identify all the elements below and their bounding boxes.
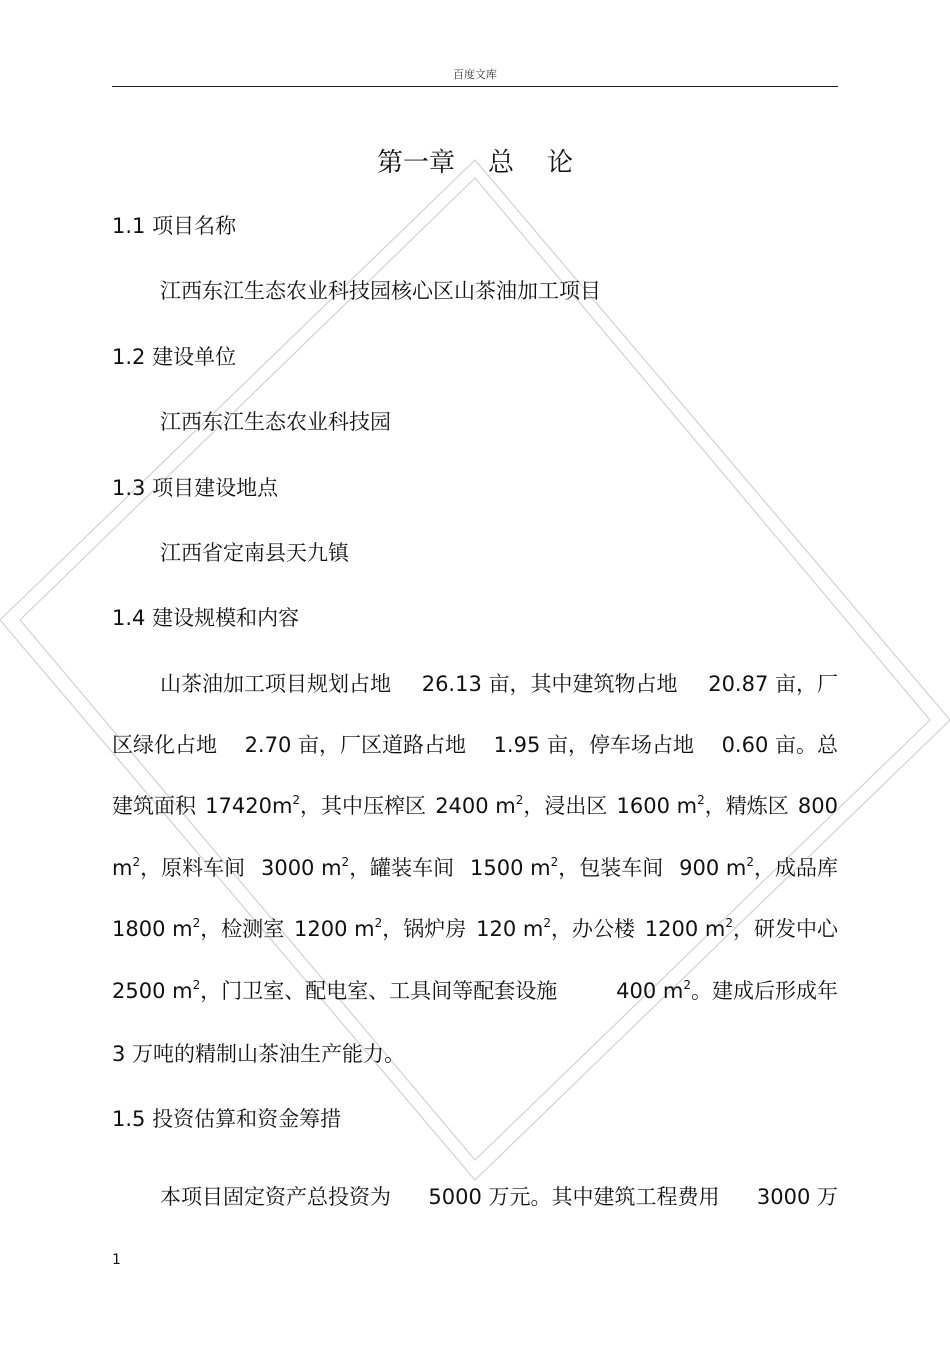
area-value: 120 $m^2$，办公楼 bbox=[476, 916, 635, 941]
superscript: 2 bbox=[341, 855, 350, 869]
superscript: 2 bbox=[550, 855, 559, 869]
text-run: 3 万吨的精制山茶油生产能力。 bbox=[112, 1042, 406, 1066]
chapter-title: 第一章 总 论 bbox=[376, 148, 574, 178]
header-divider bbox=[112, 86, 838, 87]
text-run: 3000 万 bbox=[756, 1185, 838, 1209]
area-value: 2500 $m^2$，门卫室、配电室、工具间等配套设施 bbox=[112, 978, 558, 1003]
section-body: 江西东江生态农业科技园 bbox=[160, 410, 391, 434]
paragraph-line bbox=[112, 852, 838, 882]
section-heading: 1.5 投资估算和资金筹措 bbox=[112, 1107, 342, 1131]
text-run: 0.60 亩。总 bbox=[721, 733, 838, 757]
area-value: 1200 $m^2$，研发中心 bbox=[644, 916, 838, 941]
section-body: 江西省定南县天九镇 bbox=[160, 541, 349, 565]
superscript: 2 bbox=[192, 978, 201, 992]
paragraph-line bbox=[112, 1038, 838, 1068]
section-heading: 1.4 建设规模和内容 bbox=[112, 606, 300, 630]
text-run: 2.70 亩，厂区道路占地 bbox=[244, 733, 466, 757]
section-heading: 1.1 项目名称 bbox=[112, 214, 237, 238]
area-value: 1800 $m^2$，检测室 bbox=[112, 916, 285, 941]
superscript: 2 bbox=[515, 793, 524, 807]
page-number: 1 bbox=[112, 1252, 121, 1268]
text-run: 26.13 亩，其中建筑物占地 bbox=[421, 672, 678, 696]
area-value: 3000 $m^2$，罐装车间 bbox=[260, 855, 455, 880]
text-run: 本项目固定资产总投资为 bbox=[160, 1185, 391, 1209]
section-body: 江西东江生态农业科技园核心区山茶油加工项目 bbox=[160, 279, 601, 303]
section-heading: 1.2 建设单位 bbox=[112, 345, 237, 369]
paragraph-line bbox=[160, 1181, 838, 1211]
superscript: 2 bbox=[683, 978, 691, 992]
page-header: 百度文库 bbox=[453, 68, 497, 81]
superscript: 2 bbox=[292, 793, 301, 807]
paragraph-line bbox=[112, 790, 838, 820]
paragraph-line bbox=[112, 729, 838, 759]
area-value: 1500 $m^2$，包装车间 bbox=[470, 855, 664, 880]
area-value: $17420m^2$，其中压榨区 bbox=[205, 793, 427, 818]
superscript: 2 bbox=[697, 793, 705, 807]
area-value: 400 $m^2$。建成后形成年 bbox=[616, 978, 838, 1003]
text-run: 区绿化占地 bbox=[112, 733, 217, 757]
text-run: 山茶油加工项目规划占地 bbox=[160, 672, 391, 696]
paragraph-line bbox=[112, 913, 838, 943]
text-run: 1.95 亩，停车场占地 bbox=[493, 733, 694, 757]
paragraph-line bbox=[112, 975, 838, 1005]
area-value: 1600 $m^2$，精炼区 bbox=[616, 793, 789, 818]
superscript: 2 bbox=[543, 916, 551, 930]
superscript: 2 bbox=[374, 916, 383, 930]
area-value: 900 $m^2$，成品库 bbox=[679, 855, 838, 880]
text-run: 5000 万元。其中建筑工程费用 bbox=[428, 1185, 720, 1209]
text-run: 建筑面积 bbox=[112, 794, 196, 818]
superscript: 2 bbox=[132, 855, 141, 869]
section-heading: 1.3 项目建设地点 bbox=[112, 476, 279, 500]
paragraph-line bbox=[160, 668, 838, 698]
area-value: $m^2$，原料车间 bbox=[112, 855, 246, 880]
area-value: 2400 $m^2$，浸出区 bbox=[435, 793, 608, 818]
superscript: 2 bbox=[725, 916, 733, 930]
text-run: 800 bbox=[797, 794, 838, 818]
superscript: 2 bbox=[746, 855, 754, 869]
text-run: 20.87 亩，厂 bbox=[708, 672, 838, 696]
area-value: 1200 $m^2$，锅炉房 bbox=[294, 916, 467, 941]
superscript: 2 bbox=[192, 916, 201, 930]
